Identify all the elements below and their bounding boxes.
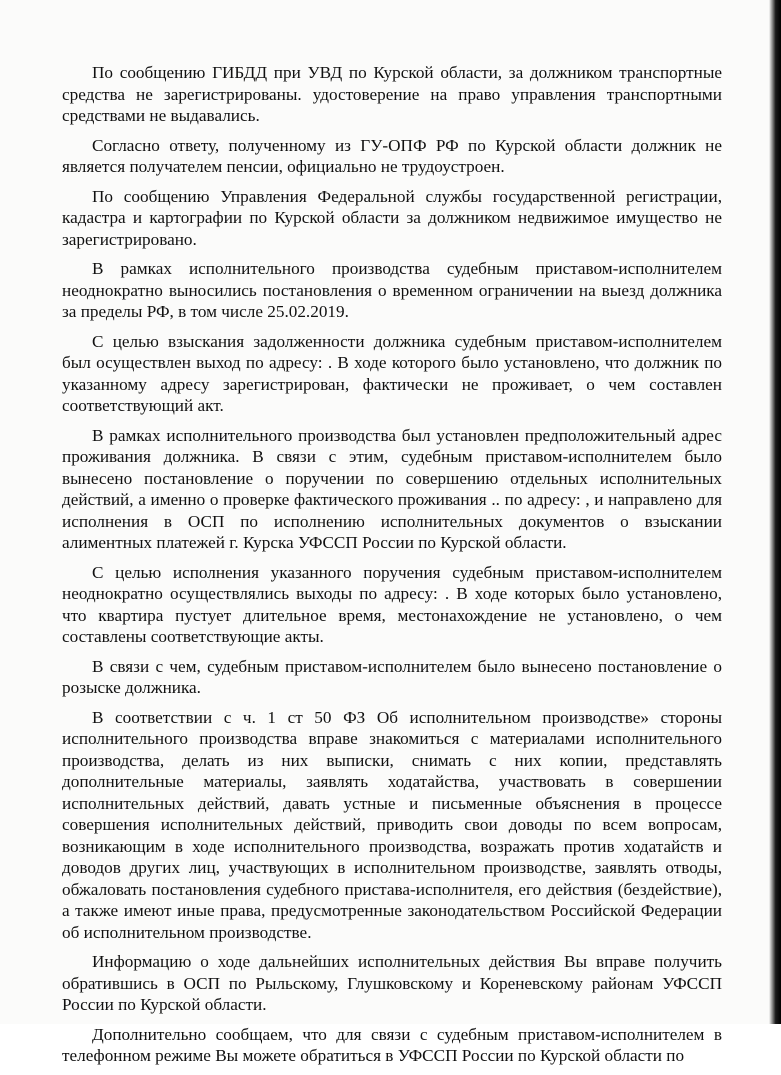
paragraph-contact: Дополнительно сообщаем, что для связи с судебным приставом-исполнителем в телефонном режиме Вы можете обратиться в УФССП России по Курской области по [62,1024,722,1065]
paragraph-address-visit: С целью взыскания задолженности должника судебным приставом-исполнителем был осуществлен выход по адресу: . В ходе которого было установлено, что должник по указанному адресу зарегистрирован, фактически не проживает, о чем составлен соответствующий акт. [62,331,722,415]
paragraph-rosreestr: По сообщению Управления Федеральной службы государственной регистрации, кадастра и картографии по Курской области за должником недвижимое имущество не зарегистрировано. [62,186,722,249]
paragraph-travel-ban: В рамках исполнительного производства судебным приставом-исполнителем неоднократно выносились постановления о временном ограничении на выезд должника за пределы РФ, в том числе 25.02.2019. [62,259,722,321]
paragraph-visits-result: С целью исполнения указанного поручения судебным приставом-исполнителем неоднократно осуществлялись выходы по адресу: . В ходе которых было установлено, что квартира пустует длительное время, местонахождение не установлено, о чем составлены соответствующие акты. [62,562,722,646]
paragraph-rights: В соответствии с ч. 1 ст 50 ФЗ Об исполнительном производстве» стороны исполнительного производства вправе знакомиться с материалами исполнительного производства, делать из них выписки, снимать с них копии, представлять дополнительные материалы, заявлять ходатайства, участвовать в совершении исполнительных действий, давать устные и письменные объяснения в процессе совершения исполнительных действий, приводить свои доводы по всем вопросам, возникающим в ходе исполнительного производства, возражать против ходатайств и доводов других лиц, участвующих в исполнительном производстве, заявлять отводы, обжаловать постановления судебного пристава-исполнителя, его действия (бездействие), а также имеют иные права, предусмотренные законодательством Российской Федерации об исполнительном производстве. [62,707,722,942]
scan-edge-shadow [769,0,781,1024]
paragraph-search: В связи с чем, судебным приставом-исполнителем было вынесено постановление о розыске должника. [62,656,722,697]
paragraph-assignment: В рамках исполнительного производства был установлен предположительный адрес проживания должника. В связи с этим, судебным приставом-исполнителем было вынесено постановление о поручении по совершению отдельных исполнительных действий, а именно о проверке фактического проживания .. по адресу: , и направлено для исполнения в ОСП по исполнению исполнительных документов о взыскании алиментных платежей г. Курска УФССП России по Курской области. [62,425,722,552]
paragraph-gibdd: По сообщению ГИБДД при УВД по Курской области, за должником транспортные средства не зарегистрированы. удостоверение на право управления транспортными средствами не выдавались. [62,63,722,125]
document-body [62,62,722,1075]
paragraph-pension: Согласно ответу, полученному из ГУ-ОПФ РФ по Курской области должник не является получателем пенсии, официально не трудоустроен. [62,135,722,176]
paragraph-information: Информацию о ходе дальнейших исполнительных действия Вы вправе получить обратившись в ОСП по Рыльскому, Глушковскому и Кореневскому районам УФССП России по Курской области. [62,952,722,1014]
